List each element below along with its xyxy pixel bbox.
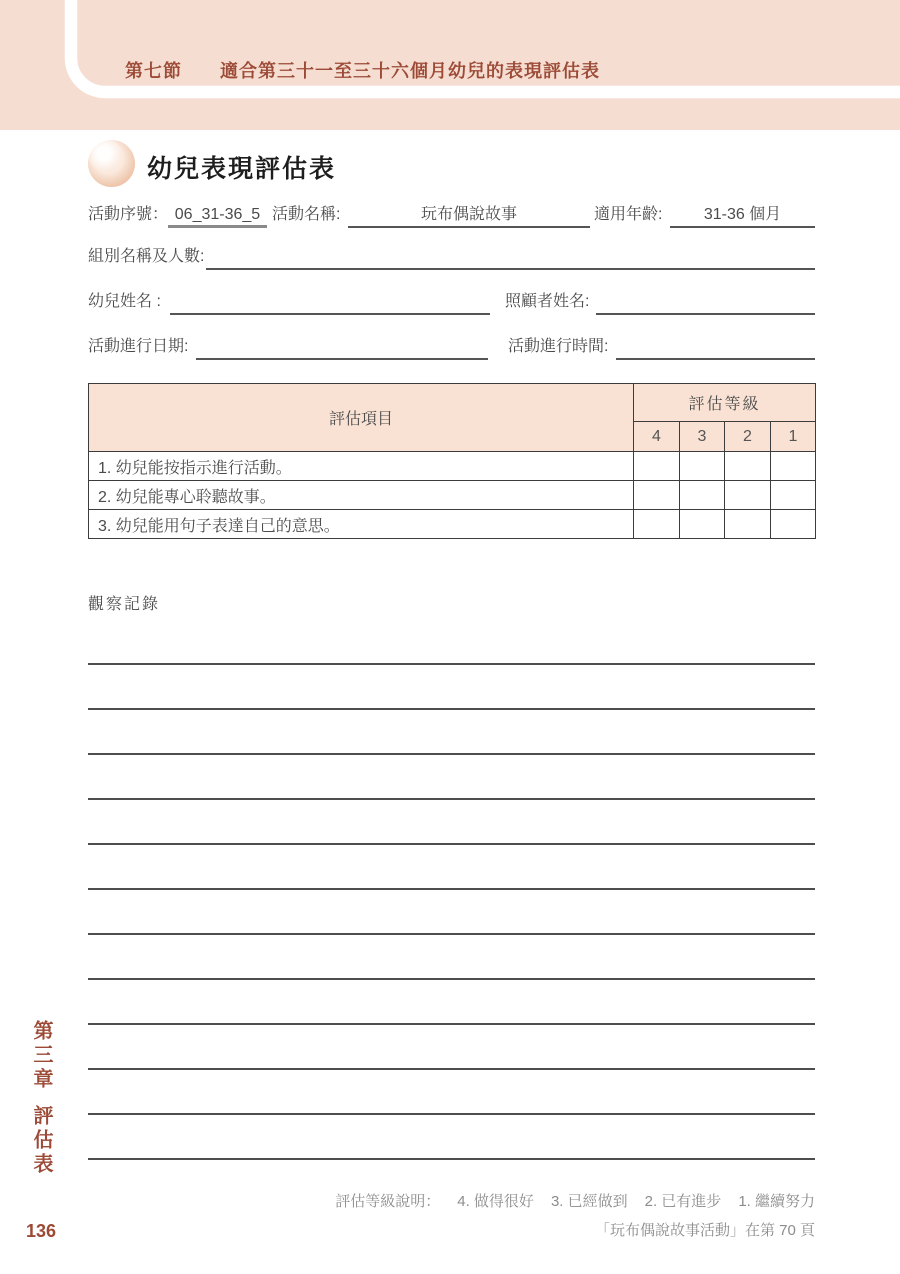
- table-row: [89, 452, 816, 481]
- assessment-item: 3. 幼兒能用句子表達自己的意思。: [89, 510, 634, 539]
- grade-cell: [771, 481, 816, 510]
- section-header: [125, 57, 600, 83]
- observation-line: [88, 753, 815, 755]
- observation-line: [88, 978, 815, 980]
- page-number: 136: [26, 1221, 57, 1241]
- grade-cell: [725, 510, 771, 539]
- observation-line: [88, 843, 815, 845]
- sidebar-section: 評估表: [30, 1105, 52, 1177]
- activity-date-field: [196, 334, 488, 360]
- page-title: 幼兒表現評估表: [147, 155, 337, 183]
- table-row: [89, 481, 816, 510]
- form-row-activity: [0, 202, 900, 228]
- grade-cell: [771, 452, 816, 481]
- observation-line: [88, 1023, 815, 1025]
- activity-no-label: 活動序號：: [88, 206, 169, 223]
- grade-level-4: 4: [634, 422, 680, 452]
- observation-line: [88, 663, 815, 665]
- grade-level-1: 1: [771, 422, 816, 452]
- age-field: 31-36 個月: [670, 202, 815, 228]
- grade-cell: [634, 452, 680, 481]
- assessment-item: 1. 幼兒能按指示進行活動。: [89, 452, 634, 481]
- form-row-datetime: [0, 334, 900, 360]
- observation-line: [88, 1113, 815, 1115]
- grade-cell: [680, 481, 725, 510]
- legend-label: 評估等級說明：: [335, 1193, 441, 1210]
- grade-cell: [680, 452, 725, 481]
- peach-ball-icon: [88, 140, 135, 187]
- form-row-names: [0, 289, 900, 315]
- legend-item-4: 4. 做得很好: [457, 1193, 534, 1210]
- grade-cell: [634, 481, 680, 510]
- assessment-item: 2. 幼兒能專心聆聽故事。: [89, 481, 634, 510]
- grade-cell: [771, 510, 816, 539]
- item-header: 評估項目: [89, 384, 634, 452]
- legend-item-3: 3. 已經做到: [550, 1193, 628, 1210]
- age-label: 適用年齡:: [594, 206, 663, 223]
- observation-lines: [88, 663, 815, 1163]
- legend-item-2: 2. 已有進步: [644, 1193, 722, 1210]
- observation-line: [88, 1158, 815, 1160]
- grade-cell: [725, 452, 771, 481]
- activity-name-label: 活動名稱:: [272, 206, 341, 223]
- legend-item-1: 1. 繼續努力: [738, 1193, 815, 1210]
- caregiver-name-field: [596, 289, 815, 315]
- grade-level-3: 3: [680, 422, 725, 452]
- observation-line: [88, 888, 815, 890]
- activity-name-field: 玩布偶說故事: [348, 202, 590, 228]
- observation-line: [88, 933, 815, 935]
- group-field: [206, 244, 815, 270]
- activity-time-label: 活動進行時間:: [508, 338, 609, 355]
- child-name-field: [170, 289, 490, 315]
- group-label: 組別名稱及人數:: [88, 248, 205, 265]
- sidebar-chapter: 第三章: [30, 1020, 52, 1092]
- section-header-band: [0, 0, 900, 130]
- activity-page-reference: 「玩布偶說故事活動」在第 70 頁: [594, 1222, 815, 1239]
- grade-legend: [335, 1190, 815, 1211]
- section-title: 適合第三十一至三十六個月幼兒的表現評估表: [220, 61, 600, 81]
- table-row: [89, 510, 816, 539]
- section-number: 第七節: [125, 61, 182, 81]
- grade-cell: [725, 481, 771, 510]
- observation-label: 觀察記錄: [88, 596, 161, 613]
- grade-cell: [634, 510, 680, 539]
- grade-level-2: 2: [725, 422, 771, 452]
- activity-time-field: [616, 334, 815, 360]
- activity-no-field: 06_31-36_5: [168, 202, 267, 228]
- caregiver-name-label: 照顧者姓名:: [505, 293, 590, 310]
- observation-line: [88, 1068, 815, 1070]
- observation-line: [88, 798, 815, 800]
- assessment-table: [88, 383, 816, 539]
- activity-date-label: 活動進行日期:: [88, 338, 189, 355]
- grade-header: 評估等級: [634, 384, 816, 422]
- observation-line: [88, 708, 815, 710]
- form-row-group: [0, 244, 900, 270]
- child-name-label: 幼兒姓名 :: [88, 293, 161, 310]
- grade-cell: [680, 510, 725, 539]
